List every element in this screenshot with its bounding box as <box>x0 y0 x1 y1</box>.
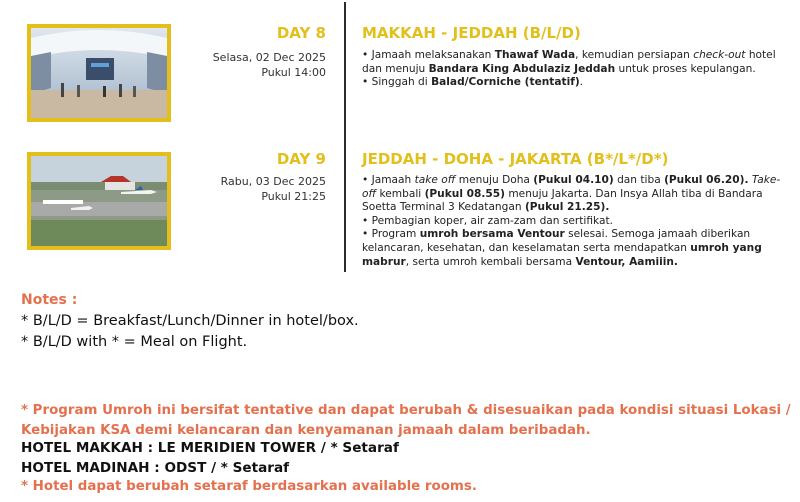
day8-date: Selasa, 02 Dec 2025 <box>212 51 326 64</box>
timeline-divider <box>344 2 346 272</box>
bullet-text-run: menuju Jakarta. Dan Insya Allah tiba di Bandara Soetta Terminal 3 Kedatangan <box>362 187 763 214</box>
hotel-change-note: * Hotel dapat berubah setaraf berdasarkan available rooms. <box>21 479 477 494</box>
bullet-text-run: Bandara King Abdulaziz Jeddah <box>428 62 616 75</box>
bullet-text-run: untuk proses kepulangan. <box>615 62 756 75</box>
bullet-text-run: kembali <box>376 187 425 200</box>
bullet-text-run: umroh yang mabrur <box>362 241 762 268</box>
day9-time: Pukul 21:25 <box>261 190 326 203</box>
bullet-text-run: • Jamaah melaksanakan <box>362 49 495 61</box>
day9-datetime <box>221 174 326 204</box>
day8-photo <box>27 24 171 122</box>
notes-title: Notes : <box>21 292 78 308</box>
day8-label: DAY 8 <box>276 24 326 42</box>
airport-terminal-image <box>31 28 167 118</box>
bullet-text-run: • Jamaah <box>362 174 415 186</box>
day9-route: JEDDAH - DOHA - JAKARTA (B*/L*/D*) <box>362 150 669 168</box>
bullet-text-run: • Program <box>362 228 420 241</box>
itinerary-bullet <box>362 174 792 215</box>
airport-apron-image <box>31 156 167 246</box>
bullet-text-run: (Pukul 04.10) <box>533 174 614 186</box>
bullet-text-run: (Pukul 06.20). <box>664 174 749 186</box>
bullet-text-run: (Pukul 08.55) <box>424 187 505 200</box>
bullet-text-run: , serta umroh kembali bersama <box>405 255 576 268</box>
bullet-text-run: take off <box>414 174 456 186</box>
itinerary-bullet <box>362 76 792 90</box>
day8-datetime <box>213 50 326 80</box>
bullet-text-run: menuju Doha <box>455 174 534 186</box>
bullet-text-run: Thawaf Wada <box>494 49 576 61</box>
note-flight-meal: * B/L/D with * = Meal on Flight. <box>21 334 248 350</box>
bullet-text-run: • Pembagian koper, air zam-zam dan sertifikat. <box>362 214 614 227</box>
bullet-text-run: check-out <box>693 49 746 61</box>
day9-label: DAY 9 <box>276 150 326 168</box>
day8-description <box>362 49 792 90</box>
day9-photo <box>27 152 171 250</box>
bullet-text-run: umroh bersama Ventour <box>419 228 565 241</box>
bullet-text-run: Ventour, Aamiiin. <box>575 255 678 268</box>
program-disclaimer: * Program Umroh ini bersifat tentative dan dapat berubah & disesuaikan pada kondisi situasi Lokasi / Kebijakan KSA demi kelancaran dan kenyamanan jamaah dalam beribadah. <box>21 403 791 438</box>
bullet-text-run: dan tiba <box>613 174 665 186</box>
bullet-text-run: (Pukul 21.25). <box>524 201 610 214</box>
itinerary-bullet <box>362 49 792 76</box>
day9-description <box>362 174 792 269</box>
bullet-text-run: • Singgah di <box>362 76 432 89</box>
day8-time: Pukul 14:00 <box>261 66 326 79</box>
note-meal-legend: * B/L/D = Breakfast/Lunch/Dinner in hotel/box. <box>21 313 359 329</box>
itinerary-bullet <box>362 228 792 269</box>
bullet-text-run: , kemudian persiapan <box>575 49 694 61</box>
day8-route: MAKKAH - JEDDAH (B/L/D) <box>362 24 581 42</box>
bullet-text-run: Take-off <box>362 174 781 200</box>
bullet-text-run: selesai. Semoga jamaah diberikan kelancaran, kesehatan, dan keselamatan serta mendapatkan <box>362 228 751 254</box>
bullet-text-run: . <box>579 76 584 89</box>
hotel-makkah: HOTEL MAKKAH : LE MERIDIEN TOWER / * Setaraf <box>21 440 399 456</box>
bullet-text-run: Balad/Corniche (tentatif) <box>431 76 580 89</box>
hotel-madinah: HOTEL MADINAH : ODST / * Setaraf <box>21 460 290 476</box>
itinerary-bullet <box>362 215 792 229</box>
bullet-text-run: hotel dan menuju <box>362 49 776 75</box>
day9-date: Rabu, 03 Dec 2025 <box>220 175 326 188</box>
